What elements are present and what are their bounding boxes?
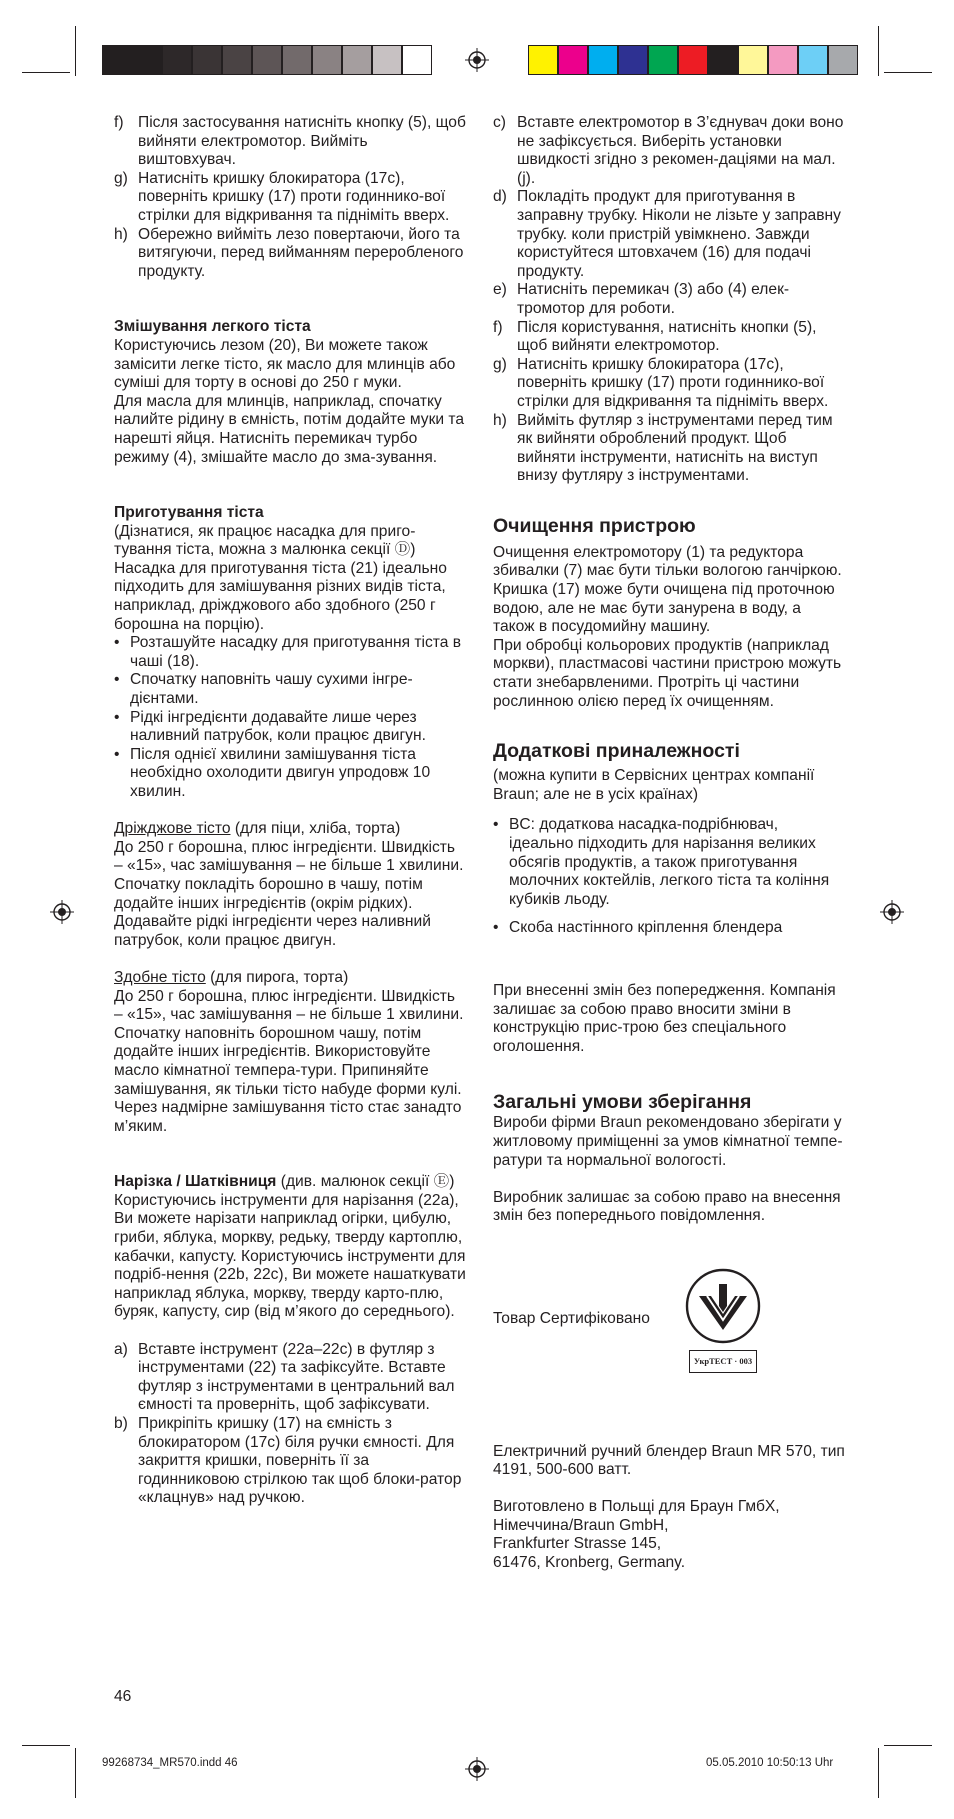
cleaning-paragraph: Очищення електромотору (1) та редуктора збивалки (7) має бути тільки вологою ганчіркою. Кришка (17) може бути очищена під проточною водою, але не має бути занурена в воду, а також в посудомийну машину. bbox=[493, 543, 842, 636]
slicing-heading: Нарізка / Шатківниця bbox=[114, 1173, 277, 1191]
mixing-paragraph: Для масла для млинців, наприклад, спочатку налийте рідину в ємність, потім додайте муки та нарешті яйця. Натисніть перемикач турбо режиму (4), змішайте масло до зма-зування. bbox=[114, 392, 465, 466]
certified-label: Товар Сертифіковано bbox=[493, 1309, 650, 1327]
page-number: 46 bbox=[114, 1688, 132, 1705]
list-item: f) Після користування, натисніть кнопки (5), щоб вийняти електромотор. bbox=[493, 318, 817, 355]
list-item: b) Прикріпіть кришку (17) на ємність з блокиратором (17c) біля ручки ємності. Для закриття кришки, поверніть її за годинниковою стрілкою так щоб блоки-ратор «клацнув» над ручкою. bbox=[114, 1415, 462, 1507]
cleaning-heading: Очищення пристрою bbox=[493, 514, 696, 537]
list-item: a) Вставте інструмент (22a–22c) в футляр з інструментами (22) та зафіксуйте. Вставте футляр з інструментами в центральний вал ємності та проверніть, щоб зафіксувати. bbox=[114, 1340, 455, 1414]
gray-swatch bbox=[312, 45, 342, 75]
color-swatch bbox=[648, 45, 678, 75]
gray-swatch bbox=[372, 45, 402, 75]
list-item: c) Вставте електромотор в З’єднувач доки воно не зафіксується. Виберіть установки швидкості згідно з рекомен-даціями на мал. (j). bbox=[493, 114, 844, 187]
slicing-text: Користуючись інструменти для нарізання (22a), Ви можете нарізати наприклад огірки, цибулю, гриби, яблука, моркву, редьку, тверду картоплю, кабачки, капусту. Користуючись інструменти для подріб-нення (22b, 22c), Ви можете нашаткувати наприклад яблука, моркву, тверду карто-плю, буряк, капусту, сир (від м’якого до середнього). bbox=[114, 1191, 466, 1321]
gray-swatch bbox=[102, 45, 132, 75]
color-swatch bbox=[708, 45, 738, 75]
list-item: d) Покладіть продукт для приготування в заправну трубку. Ніколи не лізьте у заправну трубку. коли пристрій увімкнено. Завжди користуйтеся штовхачем (16) для подачі продукту. bbox=[493, 188, 841, 280]
gray-swatch bbox=[162, 45, 192, 75]
bullet-item: • Розташуйте насадку для приготування тіста в чаші (18). bbox=[114, 634, 462, 670]
bullet-item: • Скоба настінного кріплення блендера bbox=[493, 919, 783, 937]
gray-swatch bbox=[342, 45, 372, 75]
storage-paragraph: Виробник залишає за собою право на внесення змін без попереднього повідомлення. bbox=[493, 1188, 841, 1225]
dough-heading: Приготування тіста bbox=[114, 504, 264, 522]
color-swatch bbox=[738, 45, 768, 75]
yeast-dough-text: До 250 г борошна, плюс інгредієнти. Швидкість – «15», час замішування – не більше 1 хвилини. Спочатку покладіть борошно в чашу, потім додайте інших інгредієнтів (окрім рідких). Додавайте рідкі інгредієнти через наливний патрубок, коли працює двигун. bbox=[114, 838, 464, 949]
certification-block bbox=[493, 1266, 845, 1373]
changes-notice: При внесенні змін без попередження. Компанія залишає за собою право вносити зміни в конструкцію прис-трою без спеціального оголошення. bbox=[493, 981, 836, 1055]
color-swatch bbox=[558, 45, 588, 75]
gray-swatch bbox=[282, 45, 312, 75]
registration-mark-icon bbox=[880, 900, 904, 924]
dough-intro: (Дізнатися, як працює насадка для приго-тування тіста, можна з малюнка секції Ⓓ) Насадка для приготування тіста (21) ідеально підходить для замішування різних видів тіста, наприклад, дріжджового або здобного (250 г борошна на порцію). bbox=[114, 522, 447, 633]
ukrtest-label: УкрТЕСТ · 003 bbox=[689, 1350, 757, 1373]
color-swatch bbox=[678, 45, 708, 75]
mixing-paragraph: Користуючись лезом (20), Ви можете також замісити легке тісто, як масло для млинців або суміші для торту в основі до 250 г муки. bbox=[114, 336, 456, 392]
gray-swatch bbox=[192, 45, 222, 75]
left-column bbox=[114, 114, 466, 1508]
color-swatch bbox=[828, 45, 858, 75]
storage-paragraph: Вироби фірми Braun рекомендовано зберігати у житловому приміщенні за умов кімнатної темпе-ратури та нормальної вологості. bbox=[493, 1114, 843, 1169]
registration-mark-icon bbox=[465, 48, 489, 72]
bullet-item: • Спочатку наповніть чашу сухими інгре-дієнтами. bbox=[114, 671, 413, 708]
ukrtest-mark bbox=[683, 1266, 763, 1373]
gray-swatch bbox=[132, 45, 162, 75]
list-item: g) Натисніть кришку блокиратора (17c), поверніть кришку (17) проти годиннико-вої стрілки для відкривання та підніміть вверх. bbox=[493, 355, 829, 410]
list-item: h) Обережно вийміть лезо повертаючи, його та витягуючи, перед вийманням переробленого продукту. bbox=[114, 225, 464, 280]
rich-dough-text: До 250 г борошна, плюс інгредієнти. Швидкість – «15», час замішування – не більше 1 хвилини. Спочатку наповніть борошном чашу, потім додайте інших інгредієнтів. Використовуйте масло кімнатної темпера-тури. Припиняйте замішування, як тільки тісто набуде форми кулі. Через надмірне замішування тісто стає занадто м’яким. bbox=[114, 987, 464, 1135]
storage-heading: Загальні умови зберігання bbox=[493, 1091, 752, 1114]
product-description: Електричний ручний блендер Braun MR 570, тип 4191, 500-600 ватт. bbox=[493, 1442, 845, 1479]
rich-dough-block: Здобне тісто (для пирога, торта) bbox=[114, 968, 349, 986]
color-swatch bbox=[588, 45, 618, 75]
rich-dough-name: Здобне тісто bbox=[114, 968, 206, 986]
accessories-heading: Додаткові приналежності bbox=[493, 740, 740, 763]
color-swatch bbox=[618, 45, 648, 75]
right-column bbox=[493, 114, 845, 1573]
registration-mark-icon bbox=[465, 1757, 489, 1781]
grayscale-color-bar bbox=[102, 45, 432, 75]
list-item: g) Натисніть кришку блокиратора (17c), поверніть кришку (17) проти годиннико-вої стрілки для відкривання та підніміть вверх. bbox=[114, 169, 450, 224]
accessories-note: (можна купити в Сервісних центрах компанії Braun; але не в усіх країнах) bbox=[493, 767, 815, 803]
yeast-dough-block: Дріжджове тісто (для піци, хліба, торта) bbox=[114, 820, 401, 838]
date-slug: 05.05.2010 10:50:13 Uhr bbox=[706, 1757, 834, 1769]
file-slug: 99268734_MR570.indd 46 bbox=[102, 1757, 238, 1769]
registration-mark-icon bbox=[50, 900, 74, 924]
list-item: f) Після застосування натисніть кнопку (5), щоб вийняти електромотор. Вийміть виштовхувач. bbox=[114, 114, 466, 169]
list-item: h) Вийміть футляр з інструментами перед тим як вийняти оброблений продукт. Щоб вийняти інструменти, натисніть на виступ внизу футляру з інструментами. bbox=[493, 411, 833, 485]
slicing-heading-block: Нарізка / Шатківниця (див. малюнок секції Ⓔ) bbox=[114, 1173, 455, 1191]
color-swatch bbox=[798, 45, 828, 75]
manufacturer-line: 61476, Kronberg, Germany. bbox=[493, 1554, 686, 1572]
list-item: e) Натисніть перемикач (3) або (4) елек-тромотор для роботи. bbox=[493, 281, 790, 317]
color-swatch bbox=[768, 45, 798, 75]
manufacturer-line: Виготовлено в Польщі для Браун ГмбХ, bbox=[493, 1498, 780, 1516]
cleaning-paragraph: При обробці кольорових продуктів (наприклад моркви), пластмасові частини пристрою можуть стати знебарвленими. Протріть ці частини рослинною олією перед їх очищенням. bbox=[493, 636, 842, 710]
manufacturer-line: Frankfurter Strasse 145, bbox=[493, 1535, 662, 1553]
bullet-item: • Рідкі інгредієнти додавайте лише через наливний патрубок, коли працює двигун. bbox=[114, 708, 426, 745]
process-color-bar bbox=[528, 45, 858, 75]
bullet-item: • BC: додаткова насадка-подрібнювач, ідеально підходить для нарізання великих обсягів продуктів, а також приготування молочних коктейлів, легкого тіста та коління кубиків льоду. bbox=[493, 816, 830, 908]
gray-swatch bbox=[222, 45, 252, 75]
bullet-item: • Після однієї хвилини замішування тіста необхідно охолодити двигун упродовж 10 хвилин. bbox=[114, 745, 431, 800]
manufacturer-line: Німеччина/Braun GmbH, bbox=[493, 1516, 669, 1534]
color-swatch bbox=[528, 45, 558, 75]
gray-swatch bbox=[402, 45, 432, 75]
gray-swatch bbox=[252, 45, 282, 75]
yeast-dough-name: Дріжджове тісто bbox=[114, 820, 231, 838]
certification-trident-icon bbox=[683, 1266, 763, 1346]
mixing-heading: Змішування легкого тіста bbox=[114, 318, 311, 336]
